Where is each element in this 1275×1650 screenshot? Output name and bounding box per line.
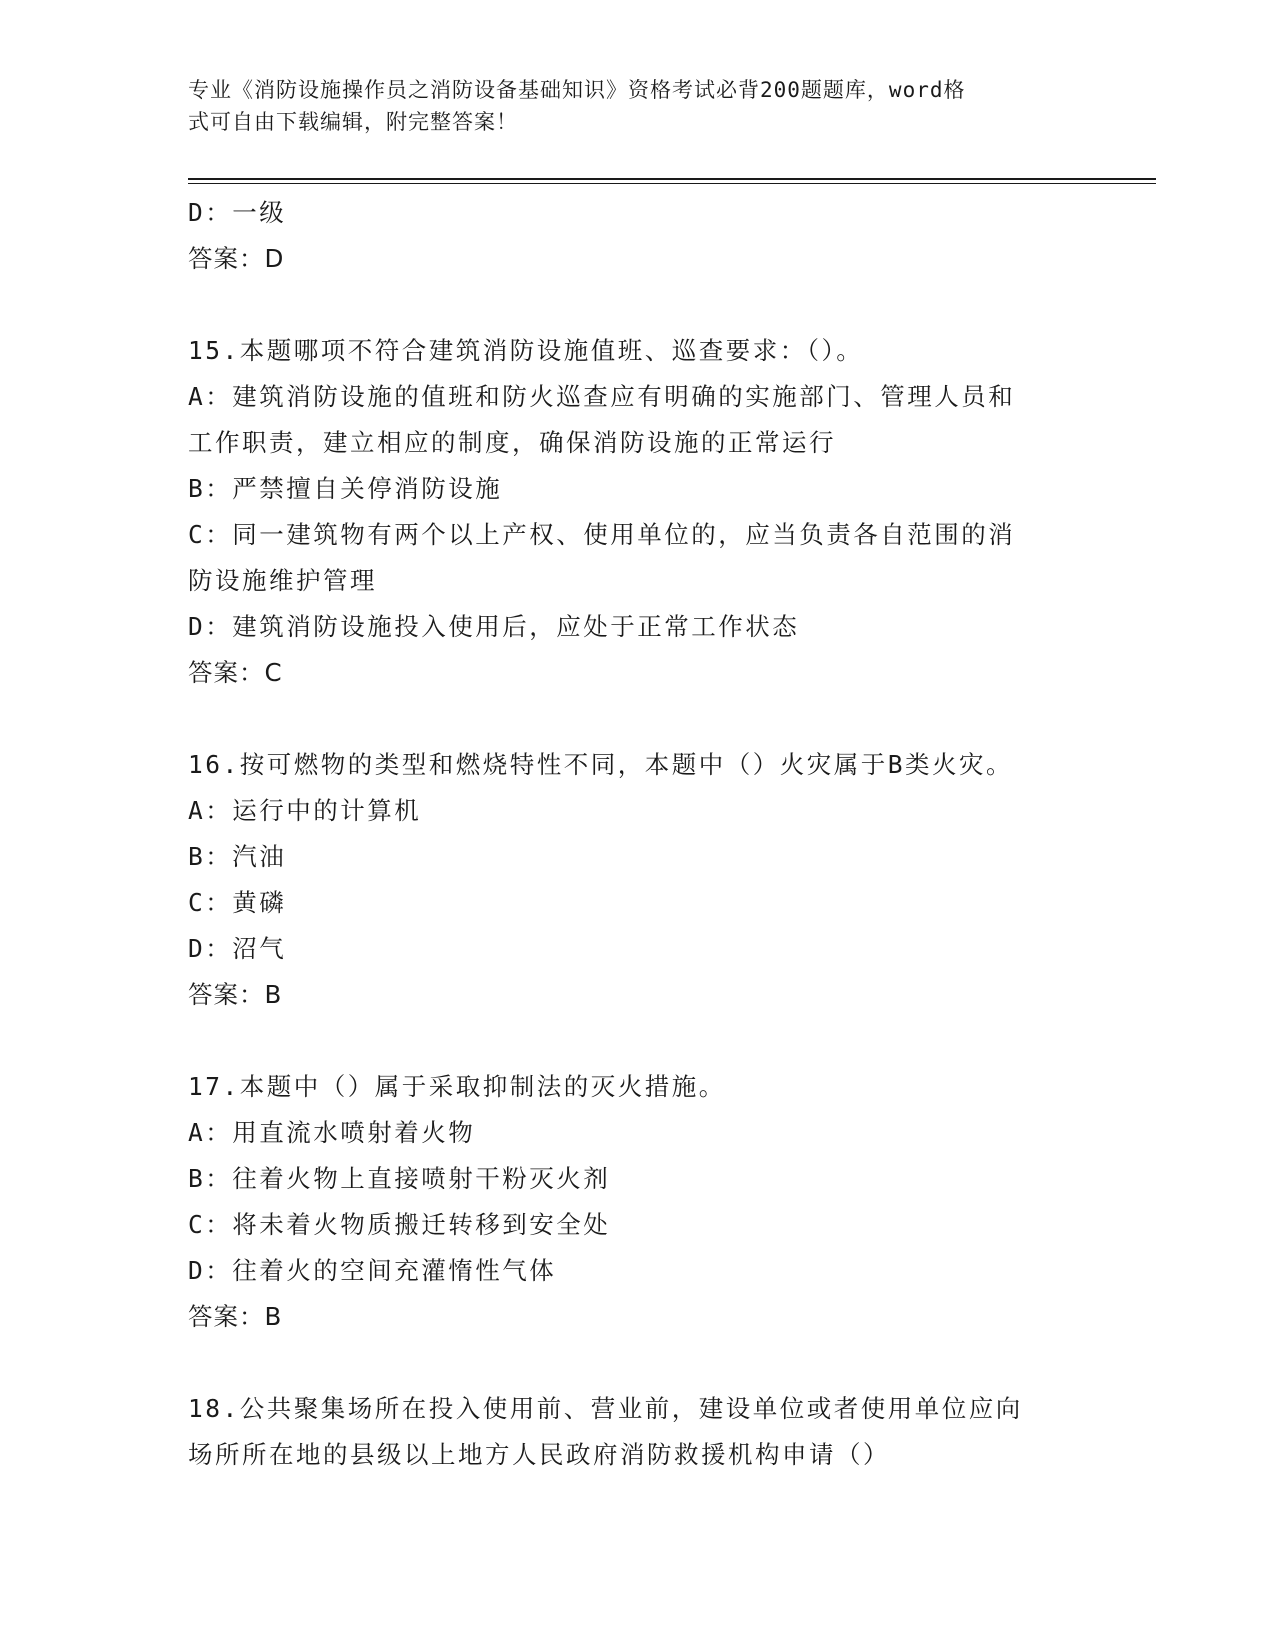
option-b: B：汽油: [188, 842, 287, 871]
question-stem: 17.本题中（）属于采取抑制法的灭火措施。: [188, 1072, 726, 1101]
option-a: A：运行中的计算机: [188, 796, 422, 825]
option-c: C：同一建筑物有两个以上产权、使用单位的，应当负责各自范围的消: [188, 520, 1016, 549]
option-d: D：一级: [188, 198, 287, 227]
header-rule: [188, 178, 1156, 180]
header-rule-thin: [188, 183, 1156, 184]
spacer: [188, 1018, 1088, 1064]
question-list: [188, 328, 1088, 1478]
question-stem: 15.本题哪项不符合建筑消防设施值班、巡查要求：（）。: [188, 336, 864, 365]
question-block: [188, 1386, 1088, 1478]
option-b: B：往着火物上直接喷射干粉灭火剂: [188, 1164, 611, 1193]
question-stem: 18.公共聚集场所在投入使用前、营业前，建设单位或者使用单位应向: [188, 1394, 1023, 1423]
answer-line: 答案：C: [188, 658, 283, 687]
answer-line: 答案：D: [188, 244, 285, 273]
option-a: A：建筑消防设施的值班和防火巡查应有明确的实施部门、管理人员和: [188, 382, 1016, 411]
option-c: C：黄磷: [188, 888, 287, 917]
question-block: [188, 1064, 1088, 1340]
question-block: [188, 328, 1088, 696]
option-d: D：建筑消防设施投入使用后，应处于正常工作状态: [188, 612, 800, 641]
spacer: [188, 696, 1088, 742]
option-c: 防设施维护管理: [188, 566, 377, 595]
option-d: D：往着火的空间充灌惰性气体: [188, 1256, 557, 1285]
option-c: C：将未着火物质搬迁转移到安全处: [188, 1210, 611, 1239]
header-line-1: 专业《消防设施操作员之消防设备基础知识》资格考试必背200题题库，word格: [188, 78, 966, 102]
document-header: [188, 74, 1068, 138]
question-stem: 场所所在地的县级以上地方人民政府消防救援机构申请（）: [188, 1440, 890, 1469]
spacer: [188, 1340, 1088, 1386]
option-b: B：严禁擅自关停消防设施: [188, 474, 503, 503]
spacer: [188, 282, 1088, 328]
question-stem: 16.按可燃物的类型和燃烧特性不同，本题中（）火灾属于B类火灾。: [188, 750, 1013, 779]
question-content: [188, 190, 1088, 1478]
answer-line: 答案：B: [188, 1302, 283, 1331]
option-a: A：用直流水喷射着火物: [188, 1118, 476, 1147]
option-a: 工作职责，建立相应的制度，确保消防设施的正常运行: [188, 428, 836, 457]
question-block: [188, 742, 1088, 1018]
answer-line: 答案：B: [188, 980, 283, 1009]
option-d: D：沼气: [188, 934, 287, 963]
header-line-2: 式可自由下载编辑，附完整答案！: [188, 110, 518, 134]
